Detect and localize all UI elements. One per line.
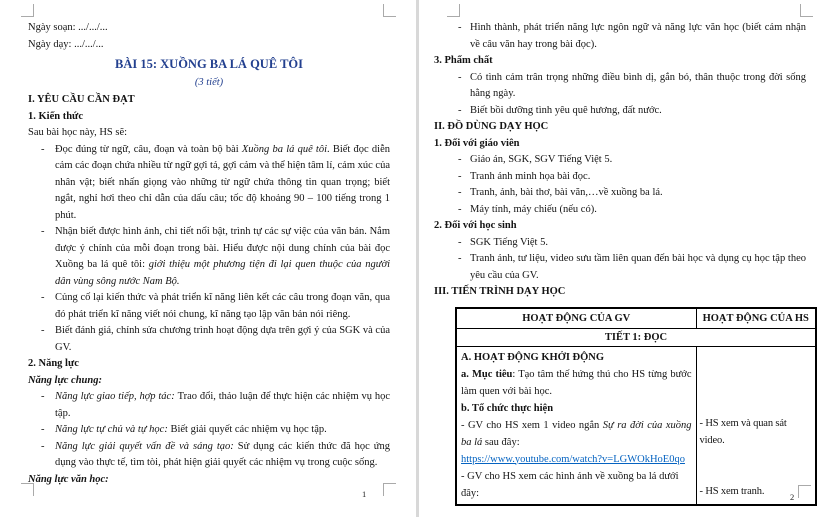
heading-yeu-cau-can-dat: I. YÊU CẦU CẦN ĐẠT — [28, 94, 135, 105]
date-line-day: Ngày dạy: .../.../... — [28, 38, 104, 50]
hs-step-images: - HS xem tranh. — [699, 485, 765, 497]
muc-tieu-line: a. Mục tiêu: Tạo tâm thế hứng thú cho HS từng bước làm quen với bài học. — [461, 368, 692, 397]
margin-corner-mark — [800, 4, 813, 17]
heading-doi-voi-giao-vien: 1. Đối với giáo viên — [434, 137, 520, 149]
bullet-item: - Hình thành, phát triển năng lực ngôn ngữ và năng lực văn học (biết cảm nhận về câu văn hay trong bài đọc). — [434, 20, 806, 53]
margin-corner-mark — [383, 4, 396, 17]
page-1-content — [28, 20, 390, 488]
lesson-duration: (3 tiết) — [194, 77, 224, 88]
bullet-item: - Có tình cảm trân trọng những điều bình dị, gắn bó, thân thuộc trong đời sống hằng ngày. — [434, 70, 806, 103]
section-a-title: A. HOẠT ĐỘNG KHỞI ĐỘNG — [461, 351, 605, 363]
heading-do-dung-day-hoc: II. ĐỒ DÙNG DẠY HỌC — [434, 121, 549, 132]
page-number-2: 2 — [790, 492, 795, 502]
page-2 — [419, 0, 831, 517]
bullet-item: - Giáo án, SGK, SGV Tiếng Việt 5. — [434, 152, 806, 169]
bullet-item: - Năng lực giải quyết vấn đề và sáng tạo: Sử dụng các kiến thức đã học ứng dụng vào thực tế, tìm tòi, phát hiện giải quyết các nhiệm vụ trong cuộc sống. — [28, 439, 390, 472]
date-line-soan: Ngày soạn: .../.../... — [28, 22, 108, 33]
gv-step-video: - GV cho HS xem 1 video ngắn Sự ra đời của xuồng ba lá sau đây: — [461, 419, 692, 448]
bullet-item: - Biết đánh giá, chỉnh sửa chương trình hoạt động dựa trên gợi ý của SGK và của GV. — [28, 323, 390, 356]
heading-tien-trinh-day-hoc: III. TIẾN TRÌNH DẠY HỌC — [434, 286, 566, 297]
bullet-item: - Củng cố lại kiến thức và phát triển kĩ năng liên kết các câu trong đoạn văn, qua đó phát triển kĩ năng viết nói chung, kĩ năng tạo lập văn bản nói riêng. — [28, 290, 390, 323]
youtube-link[interactable]: https://www.youtube.com/watch?v=LGWOkHoE0qo — [461, 453, 685, 465]
gv-step-images: - GV cho HS xem các hình ảnh về xuồng ba lá dưới đây: — [461, 470, 679, 499]
gv-activity-cell — [456, 346, 696, 505]
tiet-1-row: TIẾT 1: ĐỌC — [456, 328, 816, 346]
heading-nang-luc-chung: Năng lực chung: — [28, 374, 102, 386]
lesson-title: BÀI 15: XUỒNG BA LÁ QUÊ TÔI — [115, 57, 303, 71]
intro-line: Sau bài học này, HS sẽ: — [28, 127, 128, 138]
activity-table — [455, 307, 817, 506]
page-number-1: 1 — [362, 489, 367, 499]
hs-step-video: - HS xem và quan sát video. — [699, 417, 787, 446]
bullet-item: - Năng lực tự chủ và tự học: Biết giải quyết các nhiệm vụ học tập. — [28, 422, 390, 439]
bullet-item: - SGK Tiếng Việt 5. — [434, 235, 806, 252]
heading-nang-luc: 2. Năng lực — [28, 358, 79, 369]
bullet-item: - Nhận biết được hình ảnh, chi tiết nổi bật, trình tự các sự việc của văn bản. Nắm được ý chính của mỗi đoạn trong bài. Hiểu được nội dung chính của bài đọc Xuồng ba lá quê tôi: giới thiệu một phương tiện đi lại quen thuộc của người dân vùng sông nước Nam Bộ. — [28, 224, 390, 290]
heading-nang-luc-van-hoc: Năng lực văn học: — [28, 473, 109, 485]
heading-pham-chat: 3. Phẩm chất — [434, 55, 493, 66]
col-header-hs: HOẠT ĐỘNG CỦA HS — [696, 308, 816, 329]
margin-corner-mark — [447, 4, 460, 17]
col-header-gv: HOẠT ĐỘNG CỦA GV — [456, 308, 696, 329]
bullet-item: - Tranh, ảnh, bài thơ, bài văn,…về xuồng ba lá. — [434, 185, 806, 202]
page-2-content — [434, 20, 809, 506]
bullet-item: - Năng lực giao tiếp, hợp tác: Trao đổi, thảo luận để thực hiện các nhiệm vụ học tập. — [28, 389, 390, 422]
bullet-item: - Tranh ảnh, tư liệu, video sưu tầm liên quan đến bài học và dụng cụ học tập theo yêu cầu của GV. — [434, 251, 806, 284]
bullet-item: - Tranh ảnh minh họa bài đọc. — [434, 169, 806, 186]
to-chuc-line: b. Tổ chức thực hiện — [461, 402, 554, 414]
bullet-item: - Đọc đúng từ ngữ, câu, đoạn và toàn bộ bài Xuồng ba lá quê tôi. Biết đọc diễn cảm các đoạn chứa nhiều từ ngữ gợi tả, gợi cảm và thể hiện tâm lí, cảm xúc của nhân vật; biết nhấn giọng vào những từ ngữ chứa thông tin quan trọng; biết ngắt, nghỉ hơi theo chỉ dẫn của dấu câu; tốc độ khoảng 90 – 100 tiếng trong 1 phút. — [28, 142, 390, 225]
heading-doi-voi-hoc-sinh: 2. Đối với học sinh — [434, 220, 517, 231]
hs-activity-cell — [696, 346, 816, 505]
bullet-item: - Máy tính, máy chiếu (nếu có). — [434, 202, 806, 219]
margin-corner-mark — [21, 4, 34, 17]
heading-kien-thuc: 1. Kiến thức — [28, 110, 84, 122]
bullet-item: - Biết bồi dưỡng tình yêu quê hương, đất nước. — [434, 103, 806, 120]
